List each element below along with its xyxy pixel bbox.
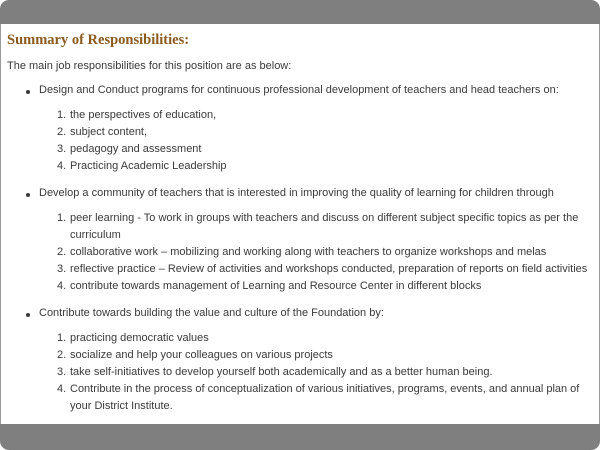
list-item: 1. practicing democratic values xyxy=(57,332,209,344)
list-item: 4. Practicing Academic Leadership xyxy=(57,160,227,172)
sub-list xyxy=(1,107,600,175)
sub-list xyxy=(1,330,600,415)
sub-list xyxy=(1,210,600,295)
list-item: 4. contribute towards management of Learning and Resource Center in different blocks xyxy=(57,280,482,292)
window-bottom-bar xyxy=(0,424,600,450)
list-item: 3. pedagogy and assessment xyxy=(57,143,202,155)
bullet-icon xyxy=(26,193,30,197)
bullet-icon xyxy=(26,313,30,317)
list-item: 3. take self-initiatives to develop yourself both academically and as a better human being. xyxy=(57,366,493,378)
list-item: 1. the perspectives of education, xyxy=(57,109,217,121)
list-item: 1. peer learning - To work in groups with teachers and discuss on different subject specific topics as per the curriculum xyxy=(57,212,579,241)
section-title: Develop a community of teachers that is interested in improving the quality of learning for children through xyxy=(39,187,554,199)
page-title: Summary of Responsibilities: xyxy=(7,32,190,48)
bullet-icon xyxy=(26,90,30,94)
list-item: 2. collaborative work – mobilizing and working along with teachers to organize workshops and melas xyxy=(57,246,547,258)
list-item: 2. socialize and help your colleagues on various projects xyxy=(57,349,333,361)
document-content xyxy=(0,24,600,424)
list-item: 4. Contribute in the process of conceptualization of various initiatives, programs, events, and annual plan of your District Institute. xyxy=(57,383,580,412)
window-top-bar xyxy=(0,0,600,24)
list-item: 2. subject content, xyxy=(57,126,148,138)
section-title: Contribute towards building the value and culture of the Foundation by: xyxy=(39,307,384,319)
list-item: 3. reflective practice – Review of activities and workshops conducted, preparation of reports on field activities xyxy=(57,263,588,275)
intro-text: The main job responsibilities for this position are as below: xyxy=(7,60,292,72)
section-title: Design and Conduct programs for continuous professional development of teachers and head teachers on: xyxy=(39,84,559,96)
